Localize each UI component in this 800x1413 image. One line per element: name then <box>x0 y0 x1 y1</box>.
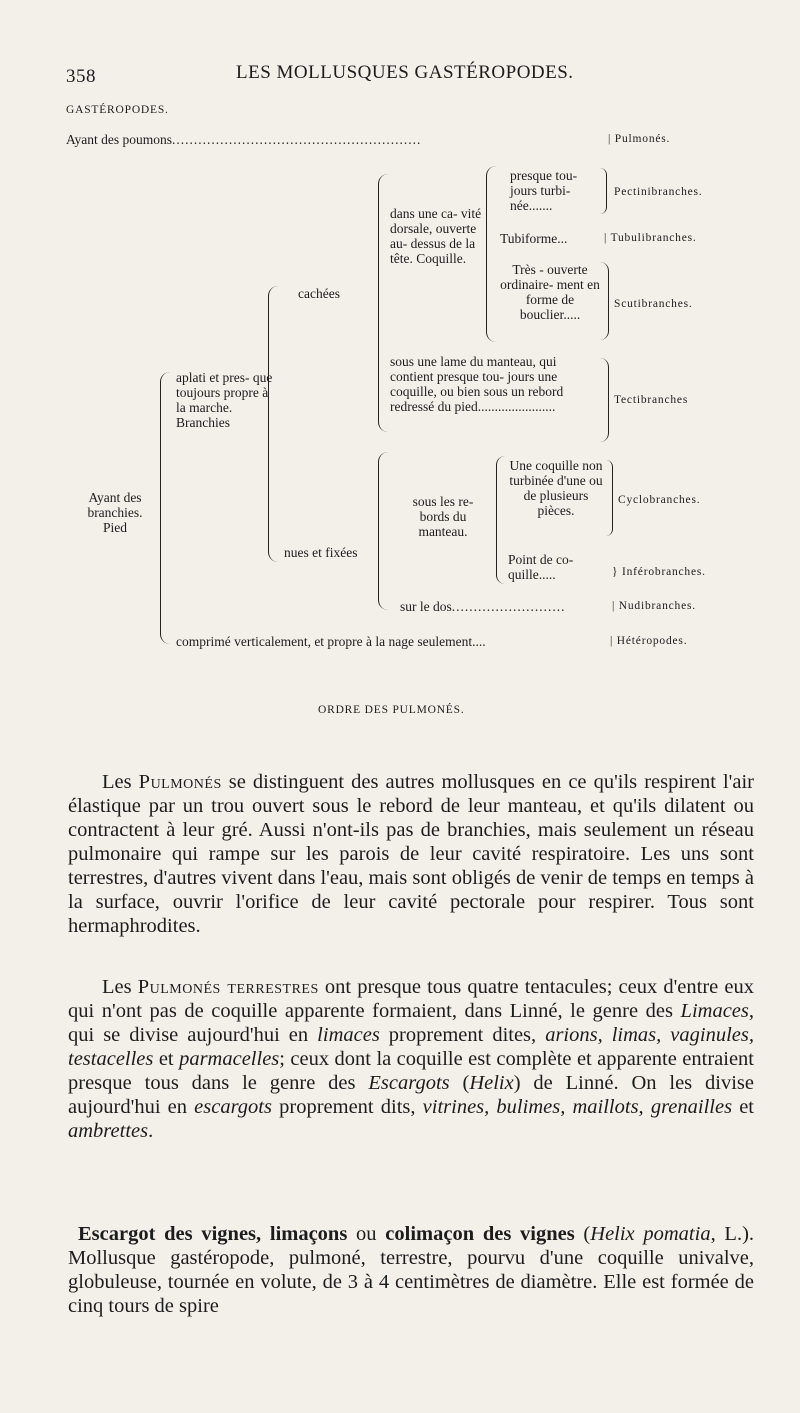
key-une-coquille: Une coquille non turbinée d'une ou de plusieurs pièces. <box>509 458 603 518</box>
brace-une-coquille <box>606 460 613 536</box>
key-lame: sous une lame du manteau, qui contient presque tou- jours une coquille, ou bien sous un rebord redressé du pied....................... <box>390 354 564 414</box>
key-cavite: dans une ca- vité dorsale, ouverte au- dessus de la tête. Coquille. <box>390 206 482 266</box>
leader-dots: ......................................................... <box>172 132 422 147</box>
key-pulmones: | Pulmonés. <box>608 133 671 145</box>
brace-nues <box>378 452 389 610</box>
brace-cachees <box>378 174 389 432</box>
brace-tres-ouverte <box>600 262 609 340</box>
brace-turbinee <box>600 168 607 214</box>
key-cachees: cachées <box>298 286 340 301</box>
key-tecti: Tectibranches <box>614 394 689 406</box>
key-bords: sous les re- bords du manteau. <box>412 494 474 539</box>
key-scuti: Scutibranches. <box>614 298 693 310</box>
key-turbinee: presque tou- jours turbi- née....... <box>510 168 578 213</box>
brace-branchies-type <box>268 286 279 562</box>
section-title: ORDRE DES PULMONÉS. <box>318 704 465 716</box>
paragraph-escargot-des-vignes: Escargot des vignes, limaçons ou colimaçon des vignes (Helix pomatia, L.). Mollusque gastéropode, pulmoné, terrestre, pourvu d'une coquille univalve, globuleuse, tournée en volute, de 3 à 4 centimètres de diamètre. Elle est formée de cinq tours de spire <box>68 1223 755 1317</box>
key-comprime: comprimé verticalement, et propre à la nage seulement.... <box>176 634 486 649</box>
brace-branchies <box>160 372 171 644</box>
running-title: LES MOLLUSQUES GASTÉROPODES. <box>236 62 574 83</box>
brace-bords <box>496 456 505 584</box>
paragraph-pulmones: Les Pulmonés se distinguent des autres mollusques en ce qu'ils respirent l'air élastique par un trou ouvert sous le rebord de leur manteau, et qu'ils dilatent ou contractent à leur gré. Aussi n'ont-ils pas de branchies, mais seulement un réseau pulmonaire qui rampe sur les parois de leur cavité respiratoire. Les uns sont terrestres, d'autres vivent dans l'eau, mais sont obligés de venir de temps en temps à la surface, ouvrir l'orifice de leur cavité pectorale pour respirer. Tous sont hermaphrodites. <box>68 771 754 937</box>
page-number: 358 <box>66 66 96 87</box>
key-tres-ouverte: Très - ouverte ordinaire- ment en forme de bouclier..... <box>500 262 600 322</box>
key-pectini: Pectinibranches. <box>614 186 703 198</box>
brace-cavite <box>486 166 497 342</box>
paragraph-pulmones-terrestres: Les Pulmonés terrestres ont presque tous quatre tentacules; ceux d'entre eux qui n'ont pas de coquille apparente formaient, dans Linné, le genre des Limaces, qui se divise aujourd'hui en limaces proprement dites, arions, limas, vaginules, testacelles et parmacelles; ceux dont la coquille est complète et apparente entraient presque tous dans le genre des Escargots (Helix) de Linné. On les divise aujourd'hui en escargots proprement dits, vitrines, bulimes, maillots, grenailles et ambrettes. <box>68 976 755 1142</box>
key-row-poumons <box>66 132 421 147</box>
key-tubiforme: Tubiforme... <box>500 231 568 246</box>
key-poumons-label: Ayant des poumons <box>66 132 173 147</box>
key-cyclo: Cyclobranches. <box>618 494 701 506</box>
key-hetero: | Hétéropodes. <box>610 635 688 647</box>
key-nudi: | Nudibranches. <box>612 600 696 612</box>
key-aplati: aplati et pres- que toujours propre à la marche. Branchies <box>176 370 273 430</box>
key-point: Point de co- quille..... <box>508 552 574 582</box>
brace-lame <box>600 358 609 442</box>
key-heading: GASTÉROPODES. <box>66 104 169 116</box>
key-dos: sur le dos.......................... <box>400 599 566 614</box>
key-infero: } Inférobranches. <box>612 566 706 578</box>
key-nues: nues et fixées <box>284 545 358 560</box>
key-ayant-branchies: Ayant des branchies. Pied <box>87 490 143 535</box>
key-tubuli: | Tubulibranches. <box>604 232 697 244</box>
